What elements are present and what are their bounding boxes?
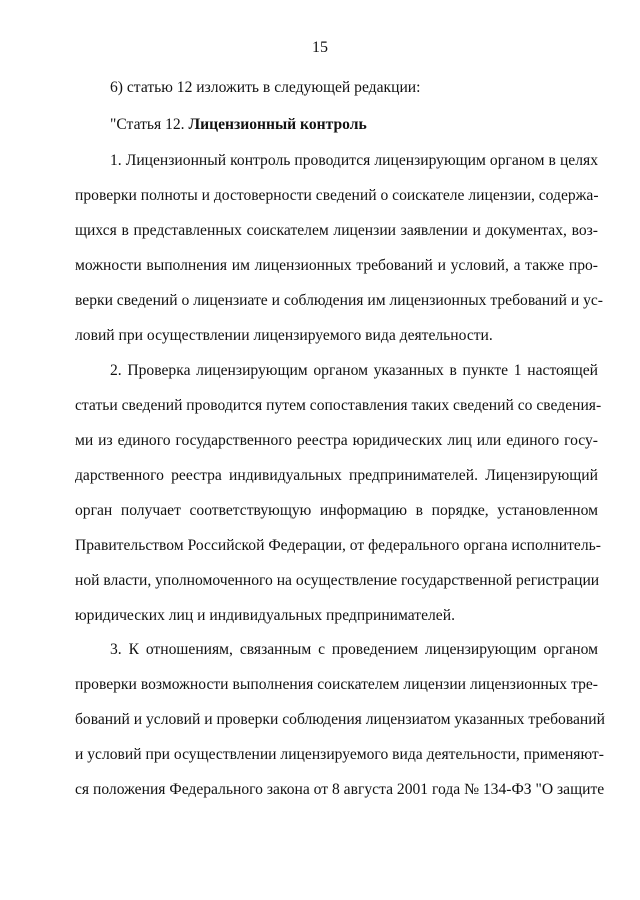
- paragraph-line: и условий при осуществлении лицензируемого вида деятельности, применяют-: [75, 746, 604, 763]
- paragraph-line: ми из единого государственного реестра юридических лиц или единого госу-: [75, 432, 598, 449]
- paragraph-line: щихся в представленных соискателем лицензии заявлении и документах, воз-: [75, 222, 598, 239]
- paragraph-line: орган получает соответствующую информацию в порядке, установленном: [75, 502, 598, 519]
- paragraph-line: Правительством Российской Федерации, от федерального органа исполнитель-: [75, 537, 601, 554]
- paragraph-2: [75, 353, 602, 633]
- paragraph-3: [75, 632, 605, 807]
- paragraph-line: юридических лиц и индивидуальных предпринимателей.: [75, 607, 455, 624]
- paragraph-line: проверки возможности выполнения соискателем лицензии лицензионных тре-: [75, 676, 598, 693]
- paragraph-line: статьи сведений проводится путем сопоставления таких сведений со сведения-: [75, 397, 602, 414]
- paragraph-line: верки сведений о лицензиате и соблюдения им лицензионных требований и ус-: [75, 292, 603, 309]
- paragraph-line: 3. К отношениям, связанным с проведением лицензирующим органом: [110, 641, 598, 658]
- paragraph-line: можности выполнения им лицензионных требований и условий, а также про-: [75, 257, 598, 274]
- paragraph-1: [75, 143, 603, 353]
- article-heading-prefix: "Статья 12.: [110, 116, 189, 133]
- paragraph-line: проверки полноты и достоверности сведений о соискателе лицензии, содержа-: [75, 187, 599, 204]
- amendment-intro: [75, 70, 598, 105]
- article-heading-line: [75, 107, 598, 142]
- article-heading-title: Лицензионный контроль: [188, 116, 367, 133]
- paragraph-line: 2. Проверка лицензирующим органом указанных в пункте 1 настоящей: [110, 362, 598, 379]
- amendment-intro-text: 6) статью 12 изложить в следующей редакции:: [110, 79, 421, 96]
- page-number: 15: [312, 39, 328, 56]
- paragraph-line: ся положения Федерального закона от 8 августа 2001 года № 134-ФЗ "О защите: [75, 781, 605, 798]
- paragraph-line: дарственного реестра индивидуальных предпринимателей. Лицензирующий: [75, 467, 598, 484]
- paragraph-line: бований и условий и проверки соблюдения лицензиатом указанных требований: [75, 711, 605, 728]
- paragraph-line: 1. Лицензионный контроль проводится лицензирующим органом в целях: [110, 152, 598, 169]
- paragraph-line: ной власти, уполномоченного на осуществление государственной регистрации: [75, 572, 600, 589]
- article-heading: [75, 107, 598, 142]
- paragraph-line: ловий при осуществлении лицензируемого вида деятельности.: [75, 327, 493, 344]
